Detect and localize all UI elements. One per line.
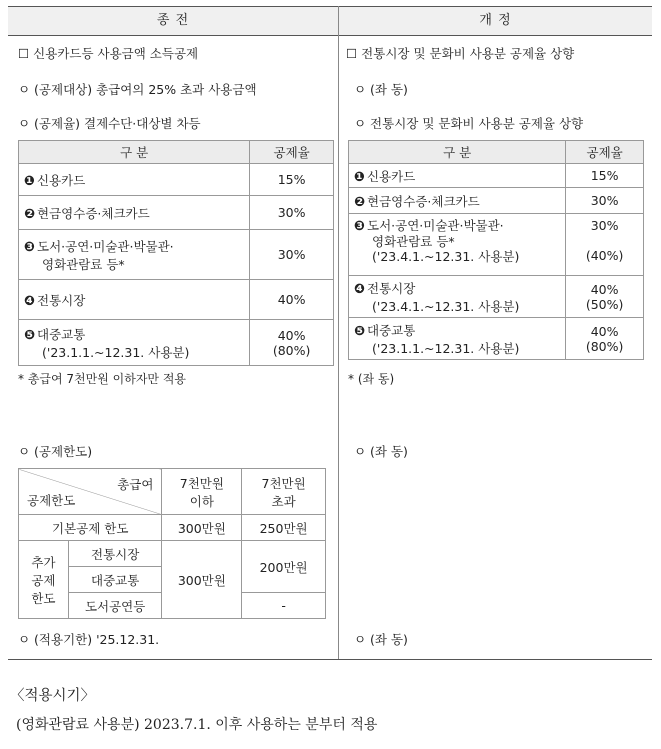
row-label: 신용카드 (37, 172, 86, 188)
table-row (19, 320, 334, 366)
row-label-line2: 영화관람료 등* (42, 256, 125, 272)
row-label: 현금영수증·체크카드 (37, 205, 150, 221)
table-row: ❷ 현금영수증·체크카드 30% (349, 188, 644, 214)
row-label: 대중교통 (37, 326, 86, 342)
row-rate: 30% (250, 196, 334, 230)
basic-limit-under: 300만원 (162, 515, 242, 541)
right-rate: ㅇ 전통시장 및 문화비 사용분 공제율 상향 (354, 116, 584, 131)
left-rate-table (18, 140, 334, 366)
row-rate: 15% (250, 164, 334, 196)
left-limit-title: ㅇ (공제한도) (18, 444, 93, 459)
basic-limit-over: 250만원 (242, 515, 326, 541)
row-number: ❹ (24, 293, 36, 309)
table-row: ❺ 대중교통 ('23.1.1.~12.31. 사용분) 40% (80%) (349, 318, 644, 360)
limit-table (18, 468, 326, 619)
extra-limit-under: 300만원 (162, 541, 242, 619)
table-row (19, 196, 334, 230)
comparison-table (8, 6, 652, 660)
table-row (19, 230, 334, 280)
header-after: 개 정 (479, 13, 512, 28)
row-rate: 40% (250, 280, 334, 320)
row-number: ❺ (24, 327, 36, 343)
right-note: * (좌 동) (348, 372, 395, 386)
table-row: ❹ 전통시장 ('23.4.1.~12.31. 사용분) 40% (50%) (349, 276, 644, 318)
table-bottom-border (8, 659, 652, 660)
right-table-head-rate: 공제율 (566, 141, 644, 164)
table-row (19, 164, 334, 196)
extra-limit-over: 200만원 (242, 541, 326, 593)
col-under-70m: 7천만원 이하 (162, 469, 242, 515)
header-before: 종 전 (156, 13, 190, 28)
left-period: ㅇ (적용기한) '25.12.31. (18, 632, 160, 647)
right-target: ㅇ (좌 동) (354, 82, 408, 97)
footer-body: (영화관람료 사용분) 2023.7.1. 이후 사용하는 분부터 적용 (16, 717, 378, 733)
extra-item-transit: 대중교통 (68, 567, 162, 593)
extra-item-market: 전통시장 (68, 541, 162, 567)
row-rate: 30% (250, 230, 334, 280)
row-number: ❷ (24, 206, 36, 222)
row-rate-special: (80%) (272, 342, 311, 358)
right-section-title: ☐ 전통시장 및 문화비 사용분 공제율 상향 (346, 46, 575, 61)
row-label: 도서·공연·미술관·박물관· (37, 238, 174, 254)
left-rate: ㅇ (공제율) 결제수단·대상별 차등 (18, 116, 201, 131)
corner-bottom: 공제한도 (27, 492, 76, 508)
col-over-70m: 7천만원 초과 (242, 469, 326, 515)
extra-limit-label: 추가 공제 한도 (19, 541, 69, 619)
extra-item-culture: 도서공연등 (68, 593, 162, 619)
extra-limit-over-culture: - (242, 593, 326, 619)
right-rate-table (348, 140, 644, 360)
column-divider (338, 6, 339, 660)
left-table-head-category: 구 분 (19, 141, 250, 164)
left-table-head-rate: 공제율 (250, 141, 334, 164)
basic-limit-label: 기본공제 한도 (19, 515, 162, 541)
corner-top: 총급여 (117, 476, 154, 492)
right-limit-title: ㅇ (좌 동) (354, 444, 408, 459)
table-row: ❶ 신용카드 15% (349, 164, 644, 188)
row-rate: 40% (277, 327, 306, 343)
right-table-head-category: 구 분 (349, 141, 566, 164)
left-target: ㅇ (공제대상) 총급여의 25% 초과 사용금액 (18, 82, 257, 97)
left-section-title: ☐ 신용카드등 사용금액 소득공제 (18, 46, 199, 61)
row-number: ❸ (24, 239, 36, 255)
left-note: * 총급여 7천만원 이하자만 적용 (18, 372, 186, 386)
header-row (8, 6, 652, 36)
right-period: ㅇ (좌 동) (354, 632, 408, 647)
footer-title: 〈적용시기〉 (10, 688, 96, 704)
limit-corner-cell (19, 469, 162, 515)
row-label-line2: ('23.1.1.~12.31. 사용분) (42, 344, 190, 360)
row-number: ❶ (24, 173, 36, 189)
table-row (19, 280, 334, 320)
table-row: ❸ 도서·공연·미술관·박물관· 영화관람료 등* ('23.4.1.~12.31. 사용분) 30% (40%) (349, 214, 644, 276)
row-label: 전통시장 (37, 292, 86, 308)
